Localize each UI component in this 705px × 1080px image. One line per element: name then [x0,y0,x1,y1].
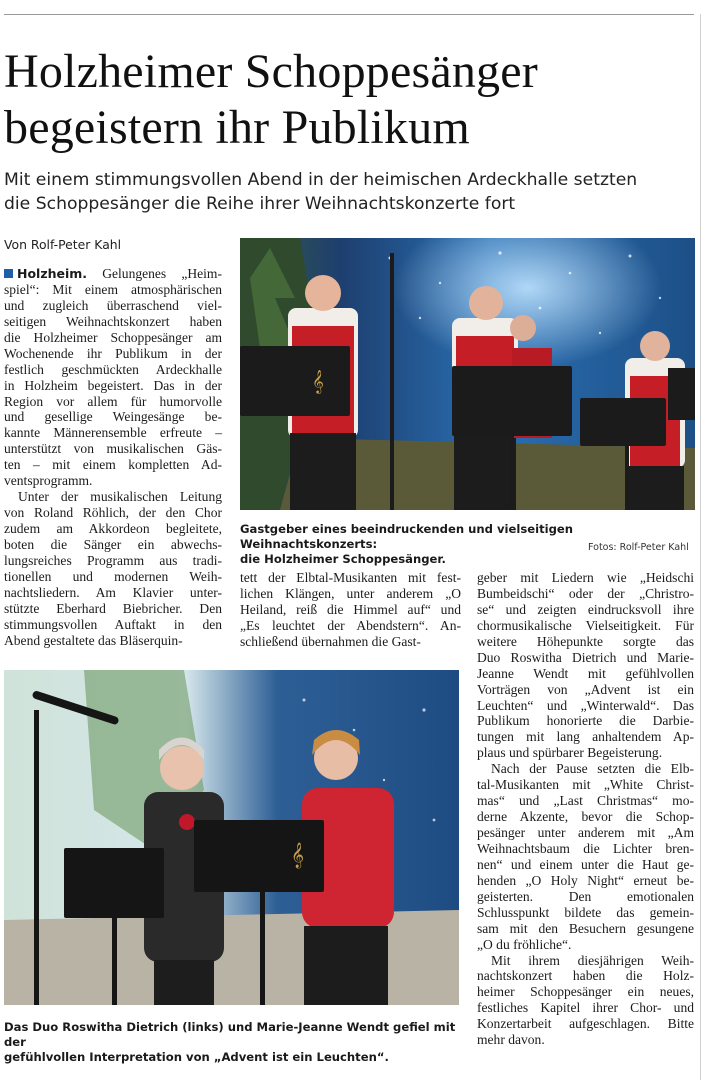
text-line: Weihnachtsbaum die Lichter bren- [477,840,694,856]
text-line-content: Gelungenes „Heim- [87,266,222,281]
dateline: Holzheim. [17,266,88,281]
text-line: nachtsliedern. Am Klavier unter- [4,584,222,600]
text-line: tionellen und modernen Weih- [4,568,222,584]
svg-text:𝄞: 𝄞 [312,369,324,393]
text-line [4,266,222,282]
text-line: stimmungsvollen Auftakt in den [4,616,222,632]
text-line: tett der Elbtal-Musikanten mit fest- [240,570,461,585]
photo-2-caption-line-2: gefühlvollen Interpretation von „Advent ist ein Leuchten“. [4,1050,389,1064]
article-column-3 [477,570,694,1048]
text-line: Wochenende ihr Publikum in der [4,345,222,361]
choir-photo [240,238,695,510]
headline-line-2: begeistern ihr Publikum [4,101,470,154]
text-line: Unter der musikalischen Leitung [18,489,222,505]
text-line: weitere Höhepunkte sorgte das [477,633,694,649]
text-line: Jeanne Wendt mit gefühlvollen [477,665,694,681]
subhead-line-1: Mit einem stimmungsvollen Abend in der heimischen Ardeckhalle setzten [4,170,638,190]
text-line: Mit ihrem diesjährigen Weih- [491,952,694,968]
text-line: und gesellige Weingesänge be- [4,409,222,425]
text-line: unterstützt von musikalischen Gäs- [4,441,222,457]
column-rule [700,14,701,1080]
text-line: von Roland Röhlich, der den Chor [4,505,222,521]
dateline-square-icon [4,269,13,278]
text-line: Publikum honorierte die Darbie- [477,713,694,729]
text-line: festliches Kapitel ihrer Chor- und [477,1000,694,1016]
text-line: plaus und spürbarer Begeisterung. [477,745,663,761]
byline: Von Rolf-Peter Kahl [4,237,122,252]
text-line: pesänger unter anderem mit „Am [477,825,694,840]
text-line: derne Akzente, bevor die Schop- [477,809,694,825]
photo-2-caption-line-1: Das Duo Roswitha Dietrich (links) und Marie-Jeanne Wendt gefiel mit der [4,1020,456,1049]
text-line: Duo Roswitha Dietrich und Marie- [477,649,694,665]
photo-1-caption-line-1: Gastgeber eines beeindruckenden und vielseitigen Weihnachtskonzerts: [240,522,573,551]
text-line: „O du fröhliche“. [477,936,572,952]
text-line: die Holzheimer Schoppesänger am [4,329,222,345]
text-line: Heiland, reiß die Himmel auf“ und [240,601,461,617]
text-line: Abend gestaltete das Bläserquin- [4,632,183,648]
text-line: Nach der Pause setzten die Elb- [491,761,694,777]
text-line: Region vor allem für humorvolle [4,393,222,409]
text-line: tungen mit lang anhaltendem Ap- [477,729,694,745]
headline [4,44,694,156]
text-line: kannte Männerensemble erfreute – [4,425,222,441]
photo-2-caption [4,1020,459,1065]
duo-photo [4,670,459,1005]
text-line: zudem am Akkordeon begleitete, [4,521,222,536]
text-line: geisterten. Den emotionalen [477,888,694,904]
text-line: stützte Eberhard Biebricher. Den [4,600,222,616]
photo-credit: Fotos: Rolf-Peter Kahl [588,542,689,553]
text-line: mehr davon. [477,1032,545,1048]
text-line: nen“ und einem unter die Haut ge- [477,856,694,872]
photo-1-caption-line-2: die Holzheimer Schoppesänger. [240,552,446,566]
article-column-2 [240,570,461,650]
text-line: spiel“: Mit einem atmosphärischen [4,281,222,297]
text-line: mas“ und „Last Christmas“ mo- [477,793,694,809]
top-rule [4,14,694,15]
text-line: in Holzheim begeistert. Das in der [4,377,222,393]
article-column-1 [4,266,222,649]
headline-line-1: Holzheimer Schoppesänger [4,45,538,98]
text-line: chormusikalische Vielseitigkeit. Für [477,617,694,633]
text-line: Konzertarbeit aufgeschlagen. Bitte [477,1016,694,1032]
duo-photo-image [4,670,459,1005]
text-line: seitigen Weihnachtskonzert haben [4,313,222,329]
text-line: ten – mit einem kompletten Ad- [4,457,222,473]
svg-text:𝄞: 𝄞 [291,843,305,868]
text-line: tal-Musikanten mit „White Christ- [477,777,694,793]
text-line: Vorträgen von „Advent ist ein [477,681,694,697]
text-line: Bumbeidschi“ oder der „Christro- [477,585,694,601]
text-line: Schlusspunkt bildete das gemein- [477,904,694,920]
choir-photo-image [240,238,695,510]
subheadline [4,168,694,216]
subhead-line-2: die Schoppesänger die Reihe ihrer Weihnachtskonzerte fort [4,194,516,214]
text-line: heimer Schoppesänger ein neues, [477,984,694,1000]
text-line: festlich geschmückten Ardeckhalle [4,361,222,377]
text-line: ventsprogramm. [4,473,93,489]
text-line: geber mit Liedern wie „Heidschi [477,570,694,585]
text-line: lungsreiches Programm aus tradi- [4,552,222,568]
text-line: und zugleich überraschend viel- [4,297,222,313]
text-line: sam mit den Besuchern gesungene [477,920,694,936]
text-line: boten die Sänger ein abwechs- [4,536,222,552]
text-line: lichen Klängen, unter anderem „O [240,585,461,601]
text-line: Leuchten“ und „Winterwald“. Das [477,697,694,713]
text-line: schließend übernahmen die Gast- [240,633,421,649]
text-line: nachtskonzert haben die Holz- [477,968,694,984]
text-line: „Es leuchtet der Abendstern“. An- [240,617,461,633]
text-line: henden „O Holy Night“ erneut be- [477,872,694,888]
text-line: se“ und zeigten eindrucksvoll ihre [477,601,694,617]
